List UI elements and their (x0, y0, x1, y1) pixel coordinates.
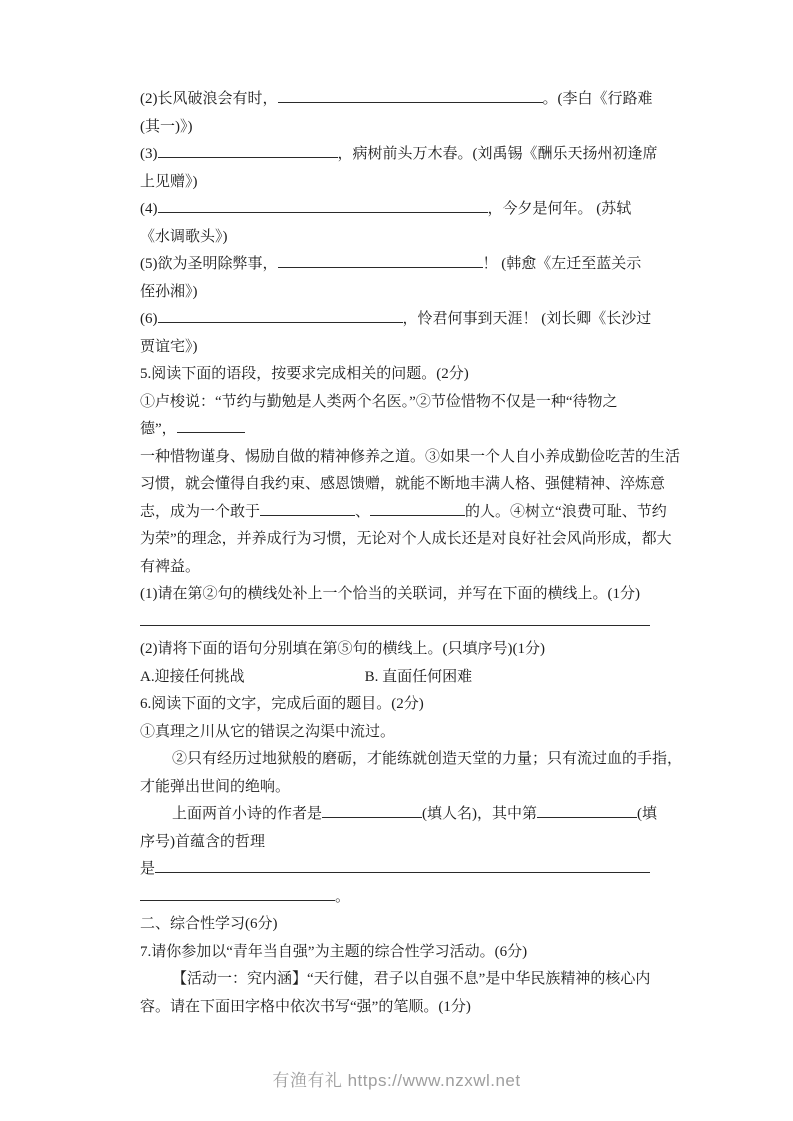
text-line (140, 224, 664, 252)
text-segment: 贾谊宅》) (140, 338, 198, 355)
text-segment: 为荣”的理念，并养成行为习惯，无论对个人成长还是对良好社会风尚形成，都大 (140, 531, 672, 547)
text-line (140, 636, 664, 664)
answer-blank-line (278, 265, 483, 268)
text-segment: ①真理之川从它的错误之沟渠中流过。 (140, 723, 396, 740)
text-line (140, 911, 664, 939)
text-segment: 二、综合性学习(6分) (140, 916, 278, 932)
text-line (140, 499, 667, 527)
text-segment: (2)长风破浪会有时， (140, 91, 278, 107)
text-segment: (4) (140, 201, 158, 217)
text-segment: 是 (140, 861, 156, 877)
text-line (140, 664, 664, 692)
text-segment: 侄孙湘》) (140, 283, 198, 300)
text-segment: 序号)首蕴含的哲理 (140, 833, 265, 850)
text-segment: ，怜君何事到天涯！ (刘长卿《长沙过 (402, 311, 652, 327)
text-segment: 有裨益。 (140, 558, 201, 575)
text-segment: A.迎接任何挑战 (140, 668, 245, 685)
answer-blank-line (260, 513, 355, 516)
answer-blank-line (537, 815, 637, 818)
text-segment: ①卢梭说：“节约与勤勉是人类两个名医。”②节俭惜物不仅是一种“待物之 (140, 393, 618, 410)
answer-blank-line (177, 430, 245, 433)
text-segment: 7.请你参加以“青年当自强”为主题的综合性学习活动。(6分) (140, 943, 528, 960)
text-segment: 上见赠》) (140, 173, 198, 190)
text-segment: 6.阅读下面的文字，完成后面的题目。(2分) (140, 696, 424, 712)
text-line (140, 169, 664, 197)
text-line (140, 279, 664, 307)
text-segment: 、 (355, 503, 371, 520)
answer-blank-line (158, 320, 403, 323)
text-line (140, 526, 672, 554)
text-line (140, 86, 664, 114)
text-line (140, 801, 664, 829)
text-line (140, 141, 664, 169)
text-line (140, 416, 664, 444)
text-segment: ②只有经历过地狱般的磨砺，才能练就创造天堂的力量；只有流过血的手指， (172, 751, 683, 767)
text-segment: (2)请将下面的语句分别填在第⑤句的横线上。(只填序号)(1分) (140, 641, 545, 657)
answer-blank-line (370, 513, 465, 516)
text-segment: 才能弹出世间的绝响。 (140, 778, 291, 795)
answer-blank-line (158, 210, 488, 213)
text-line (140, 554, 664, 582)
text-segment: 。(李白《行路难 (542, 91, 653, 107)
text-segment: (填 (637, 806, 658, 822)
content (140, 86, 683, 1021)
text-line (140, 691, 664, 719)
text-line (140, 389, 664, 417)
answer-blank-line (140, 623, 650, 626)
answer-blank-line (158, 155, 338, 158)
text-segment: 志，成为一个敢于 (140, 503, 261, 520)
text-segment: 。 (335, 888, 351, 905)
text-line (140, 829, 664, 857)
text-line (140, 774, 664, 802)
text-line (140, 334, 664, 362)
text-segment: (6) (140, 311, 158, 327)
answer-blank-line (155, 870, 650, 873)
text-segment: (其一)》) (140, 118, 193, 135)
text-segment: ，今夕是何年。 (苏轼 (487, 201, 632, 217)
text-segment: 【活动一：究内涵】“天行健，君子以自强不息”是中华民族精神的核心内 (172, 971, 651, 987)
text-line (140, 856, 664, 884)
text-segment: 德”， (140, 421, 177, 437)
text-segment: 一种惜物谨身、惕励自做的精神修养之道。③如果一个人自小养成勤俭吃苦的生活 (140, 448, 681, 465)
text-segment: 容。请在下面田字格中依次书写“强”的笔顺。(1分) (140, 998, 471, 1015)
text-line (140, 994, 664, 1022)
text-segment: (1)请在第②句的横线处补上一个恰当的关联词，并写在下面的横线上。(1分) (140, 586, 640, 602)
text-segment: ！ (韩愈《左迁至蓝关示 (482, 256, 642, 272)
text-line (140, 196, 664, 224)
text-line (140, 306, 664, 334)
text-segment: (5)欲为圣明除弊事， (140, 256, 278, 272)
text-line (140, 719, 664, 747)
text-segment: 5.阅读下面的语段，按要求完成相关的问题。(2分) (140, 366, 469, 382)
answer-blank-line (278, 100, 543, 103)
text-line (140, 884, 664, 912)
answer-blank-line (322, 815, 422, 818)
text-segment: ，病树前头万木春。(刘禹锡《酬乐天扬州初逢席 (337, 146, 658, 162)
text-segment: 的人。④树立“浪费可耻、节约 (465, 503, 667, 520)
text-line (140, 966, 664, 994)
text-line (140, 251, 664, 279)
text-line (140, 361, 664, 389)
text-line (140, 581, 664, 609)
text-segment: 上面两首小诗的作者是 (172, 806, 323, 822)
text-segment: (填人名)，其中第 (422, 806, 538, 822)
text-segment: 习惯，就会懂得自我约束、感恩馈赠，就能不断地丰满人格、强健精神、淬炼意 (140, 476, 666, 492)
text-line (140, 746, 683, 774)
answer-blank-line (140, 898, 335, 901)
spacer (245, 680, 365, 681)
text-line (140, 609, 664, 637)
text-segment: 《水调歌头》) (140, 228, 228, 245)
text-line (140, 444, 681, 472)
text-segment: (3) (140, 146, 158, 162)
text-line (140, 114, 664, 142)
footer-watermark: 有渔有礼 https://www.nzxwl.net (272, 1071, 521, 1090)
text-line (140, 471, 664, 499)
text-segment: B. 直面任何困难 (364, 668, 473, 685)
text-line (140, 939, 664, 967)
